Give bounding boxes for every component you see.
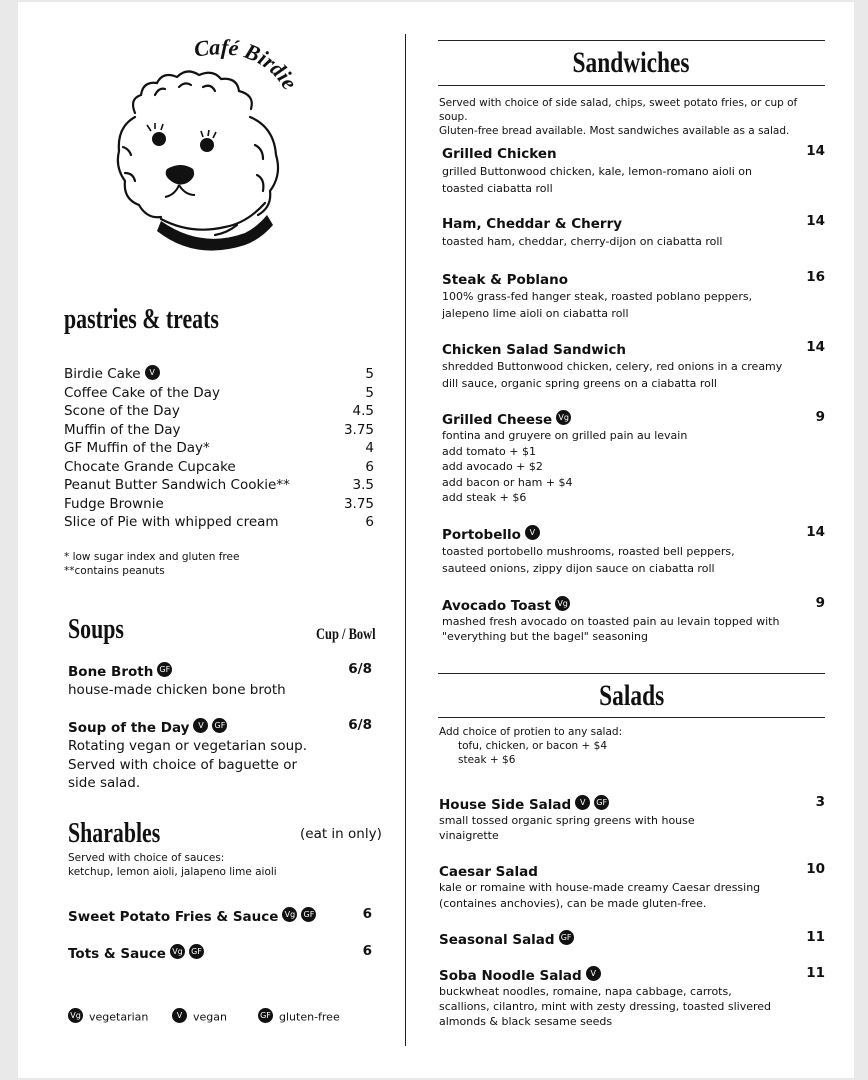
item-name: Chicken Salad Sandwich	[442, 342, 626, 358]
legend-label: vegan	[193, 1010, 227, 1024]
item-name: Soba Noodle Salad	[439, 968, 582, 984]
salad-item	[439, 965, 825, 1029]
intro-line: Gluten-free bread available. Most sandwiches available as a salad.	[439, 125, 790, 137]
item-description: sauteed onions, zippy dijon sauce on ciabatta roll	[442, 562, 715, 575]
item-price: 14	[806, 339, 825, 355]
item-price: 10	[806, 861, 825, 877]
item-description: (containes anchovies), can be made gluten-free.	[439, 897, 707, 910]
sharable-item	[68, 943, 372, 962]
intro-line: tofu, chicken, or bacon + $4	[458, 740, 608, 752]
item-price: 11	[806, 965, 825, 981]
item-description: mashed fresh avocado on toasted pain au levain topped with	[442, 615, 780, 628]
gluten-free-badge-icon: GF	[559, 930, 574, 945]
legend-label: vegetarian	[89, 1010, 149, 1024]
vegetarian-badge-icon: Vg	[282, 907, 297, 922]
sandwich-item	[442, 143, 825, 197]
pastry-item	[64, 384, 374, 403]
gluten-free-badge-icon: GF	[157, 662, 172, 677]
item-addon: add avocado + $2	[442, 460, 543, 473]
salads-intro	[439, 725, 622, 767]
item-name: Avocado Toast	[442, 598, 552, 614]
item-price: 11	[806, 929, 825, 945]
vegan-badge-icon: V	[586, 966, 601, 981]
item-description: Rotating vegan or vegetarian soup. Served with choice of baguette or side salad.	[68, 738, 308, 791]
item-addon: add steak + $6	[442, 491, 527, 504]
gluten-free-badge-icon: GF	[189, 944, 204, 959]
item-description: jalepeno lime aioli on ciabatta roll	[442, 307, 629, 320]
item-price: 3.75	[343, 421, 374, 438]
vegan-badge-icon: V	[575, 795, 590, 810]
legend-gluten-free	[258, 1010, 340, 1025]
pastry-item	[64, 439, 374, 458]
vegan-badge-icon: V	[193, 718, 208, 733]
item-name: Fudge Brownie	[64, 495, 164, 512]
soup-item	[68, 717, 372, 793]
item-name: Ham, Cheddar & Cherry	[442, 216, 623, 232]
intro-line: Add choice of protien to any salad:	[439, 726, 623, 738]
item-price: 14	[806, 143, 825, 159]
item-name: Portobello	[442, 527, 521, 543]
item-name: Sweet Potato Fries & Sauce	[68, 909, 279, 925]
sandwiches-title: Sandwiches	[572, 46, 691, 79]
sharables-intro	[68, 851, 277, 879]
gluten-free-badge-icon: GF	[594, 795, 609, 810]
gluten-free-badge-icon: GF	[258, 1008, 273, 1023]
intro-line: ketchup, lemon aioli, jalapeno lime aioli	[68, 866, 277, 878]
item-name: Grilled Chicken	[442, 146, 557, 162]
logo	[95, 35, 325, 265]
item-addon: add bacon or ham + $4	[442, 475, 573, 489]
salads-bottom-rule	[438, 717, 825, 718]
sandwiches-bottom-rule	[438, 85, 825, 86]
gluten-free-badge-icon: GF	[212, 718, 227, 733]
footnote: * low sugar index and gluten free	[64, 551, 240, 563]
item-price: 16	[806, 269, 825, 285]
item-addon: add tomato + $1	[442, 444, 536, 458]
item-description: scallions, cilantro, mint with zesty dressing, toasted slivered	[439, 1000, 772, 1013]
salad-item	[439, 794, 825, 843]
sandwich-item	[442, 409, 825, 506]
item-price: 3.5	[352, 477, 374, 493]
item-description: kale or romaine with house-made creamy Caesar dressing	[439, 881, 761, 894]
gluten-free-badge-icon: GF	[301, 907, 316, 922]
vegetarian-badge-icon: Vg	[170, 944, 185, 959]
item-name: Chocate Grande Cupcake	[64, 458, 236, 475]
item-price: 6	[365, 514, 374, 530]
sandwich-item	[442, 339, 825, 392]
soups-title: Soups	[68, 614, 124, 645]
item-description: small tossed organic spring greens with house	[439, 814, 695, 827]
item-name: GF Muffin of the Day*	[64, 440, 210, 456]
sandwiches-intro	[439, 96, 829, 138]
intro-line: steak + $6	[458, 754, 516, 766]
sandwich-item	[442, 595, 825, 644]
sandwich-item	[442, 524, 825, 577]
sandwich-item	[442, 213, 825, 250]
sandwiches-top-rule	[438, 40, 825, 41]
legend-vegetarian	[68, 1010, 148, 1025]
item-name: Grilled Cheese	[442, 412, 553, 428]
item-description: house-made chicken bone broth	[68, 682, 286, 698]
footnote: **contains peanuts	[64, 565, 165, 577]
item-description: toasted ham, cheddar, cherry-dijon on ciabatta roll	[442, 235, 723, 248]
item-name: Slice of Pie with whipped cream	[64, 514, 279, 530]
sharables-title: Sharables	[68, 818, 161, 849]
item-price: 3.75	[343, 495, 374, 512]
item-price: 9	[815, 409, 825, 425]
item-price: 14	[806, 213, 825, 229]
salads-top-rule	[438, 673, 825, 674]
item-name: Coffee Cake of the Day	[64, 384, 220, 401]
dog-logo-icon	[95, 35, 325, 265]
item-description: grilled Buttonwood chicken, kale, lemon-romano aioli on	[442, 165, 752, 178]
sharables-note: (eat in only)	[300, 826, 382, 842]
item-name: Soup of the Day	[68, 720, 190, 736]
item-description: toasted ciabatta roll	[442, 182, 553, 195]
pastry-item	[64, 402, 374, 421]
soups-size-label: Cup / Bowl	[316, 626, 376, 643]
vegan-badge-icon: V	[525, 525, 540, 540]
item-description: "everything but the bagel" seasoning	[442, 630, 649, 643]
item-name: Birdie Cake	[64, 366, 141, 382]
item-price: 6	[365, 458, 374, 475]
item-price: 4.5	[352, 403, 374, 419]
pastry-item	[64, 476, 374, 495]
item-name: Tots & Sauce	[68, 946, 166, 962]
item-name: Muffin of the Day	[64, 421, 181, 438]
item-price: 5	[365, 366, 374, 382]
item-price: 6/8	[348, 661, 372, 677]
intro-line: Served with choice of side salad, chips, sweet potato fries, or cup of soup.	[439, 97, 798, 123]
item-description: fontina and gruyere on grilled pain au levain	[442, 429, 688, 442]
vegan-badge-icon: V	[145, 365, 160, 380]
salads-title: Salads	[598, 679, 665, 712]
vegan-badge-icon: V	[172, 1008, 187, 1023]
item-price: 6	[362, 943, 372, 959]
pastry-item	[64, 365, 374, 384]
sandwich-item	[442, 269, 825, 322]
logo-text: Café Birdie	[192, 35, 303, 94]
legend-vegan	[172, 1010, 227, 1025]
pastry-item	[64, 421, 374, 440]
pastry-item	[64, 458, 374, 477]
item-price: 9	[815, 595, 825, 611]
intro-line: Served with choice of sauces:	[68, 852, 225, 864]
item-price: 6/8	[348, 717, 372, 733]
vegetarian-badge-icon: Vg	[555, 596, 570, 611]
pastries-footnotes	[64, 550, 239, 578]
soup-item	[68, 661, 372, 698]
item-description: toasted portobello mushrooms, roasted bell peppers,	[442, 545, 735, 558]
column-divider	[405, 34, 406, 1046]
item-description: vinaigrette	[439, 829, 499, 842]
item-name: Steak & Poblano	[442, 272, 569, 288]
item-name: Bone Broth	[68, 664, 154, 680]
sharable-item	[68, 906, 372, 925]
item-name: House Side Salad	[439, 797, 572, 813]
item-name: Seasonal Salad	[439, 932, 555, 948]
item-description: 100% grass-fed hanger steak, roasted poblano peppers,	[442, 290, 753, 303]
salad-item	[439, 861, 825, 912]
item-price: 5	[365, 384, 374, 401]
item-description: almonds & black sesame seeds	[439, 1015, 613, 1028]
item-name: Peanut Butter Sandwich Cookie**	[64, 477, 290, 493]
item-description: buckwheat noodles, romaine, napa cabbage, carrots,	[439, 985, 732, 998]
pastry-item	[64, 513, 374, 532]
item-description: shredded Buttonwood chicken, celery, red onions in a creamy	[442, 360, 783, 373]
salad-item	[439, 929, 825, 948]
legend-label: gluten-free	[279, 1010, 340, 1024]
vegetarian-badge-icon: Vg	[68, 1008, 83, 1023]
pastries-title: pastries & treats	[64, 304, 219, 335]
item-description: dill sauce, organic spring greens on a ciabatta roll	[442, 377, 717, 390]
vegetarian-badge-icon: Vg	[556, 410, 571, 425]
pastry-item	[64, 495, 374, 514]
item-price: 3	[815, 794, 825, 810]
item-price: 6	[362, 906, 372, 922]
item-price: 14	[806, 524, 825, 540]
item-name: Scone of the Day	[64, 403, 180, 419]
item-price: 4	[365, 440, 374, 456]
item-name: Caesar Salad	[439, 864, 538, 880]
